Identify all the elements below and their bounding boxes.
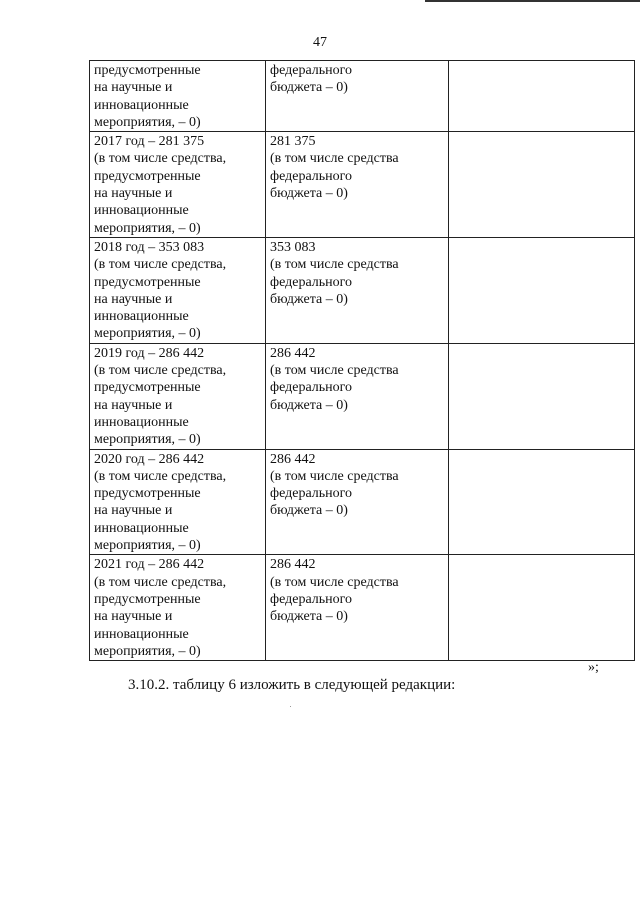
table-cell-funding-source xyxy=(266,61,449,132)
table-row xyxy=(90,449,635,555)
table-row xyxy=(90,343,635,449)
cell-text: предусмотренные на научные и инновационные мероприятия, – 0) xyxy=(94,63,201,130)
table-row xyxy=(90,132,635,238)
table-cell-funding-total xyxy=(90,237,266,343)
cell-text: 353 083 (в том числе средства федерального бюджета – 0) xyxy=(270,239,399,307)
table-cell-empty xyxy=(449,237,635,343)
table-cell-empty xyxy=(449,61,635,132)
table-cell-empty xyxy=(449,132,635,238)
table-cell-funding-source xyxy=(266,555,449,661)
top-rule xyxy=(425,0,640,2)
table-cell-funding-total xyxy=(90,61,266,132)
table-cell-funding-source xyxy=(266,449,449,555)
cell-text: 2020 год – 286 442 (в том числе средства, предусмотренные на научные и инновационные мероприятия, – 0) xyxy=(94,451,227,554)
cell-text: 286 442 (в том числе средства федерального бюджета – 0) xyxy=(270,451,399,519)
scan-speck xyxy=(290,706,291,707)
table-cell-empty xyxy=(449,343,635,449)
closing-quote: »; xyxy=(588,660,599,675)
budget-table xyxy=(89,60,635,661)
cell-text: 2018 год – 353 083 (в том числе средства, предусмотренные на научные и инновационные мероприятия, – 0) xyxy=(94,239,227,342)
cell-text: 286 442 (в том числе средства федерального бюджета – 0) xyxy=(270,345,399,413)
table-row xyxy=(90,237,635,343)
table-row xyxy=(90,555,635,661)
cell-text: федерального бюджета – 0) xyxy=(270,63,353,96)
table-cell-funding-total xyxy=(90,555,266,661)
cell-text: 2019 год – 286 442 (в том числе средства, предусмотренные на научные и инновационные мероприятия, – 0) xyxy=(94,345,227,448)
page-number: 47 xyxy=(313,35,327,50)
table-cell-empty xyxy=(449,555,635,661)
table-cell-funding-source xyxy=(266,343,449,449)
table-cell-funding-total xyxy=(90,132,266,238)
amendment-instruction: 3.10.2. таблицу 6 изложить в следующей редакции: xyxy=(128,677,456,693)
cell-text: 286 442 (в том числе средства федерального бюджета – 0) xyxy=(270,557,399,625)
cell-text: 281 375 (в том числе средства федерального бюджета – 0) xyxy=(270,134,399,202)
cell-text: 2017 год – 281 375 (в том числе средства, предусмотренные на научные и инновационные мероприятия, – 0) xyxy=(94,134,227,236)
table-row xyxy=(90,61,635,132)
table-cell-funding-total xyxy=(90,343,266,449)
cell-text: 2021 год – 286 442 (в том числе средства, предусмотренные на научные и инновационные мероприятия, – 0) xyxy=(94,557,227,659)
table-cell-funding-source xyxy=(266,237,449,343)
table-cell-empty xyxy=(449,449,635,555)
table-cell-funding-source xyxy=(266,132,449,238)
table-cell-funding-total xyxy=(90,449,266,555)
